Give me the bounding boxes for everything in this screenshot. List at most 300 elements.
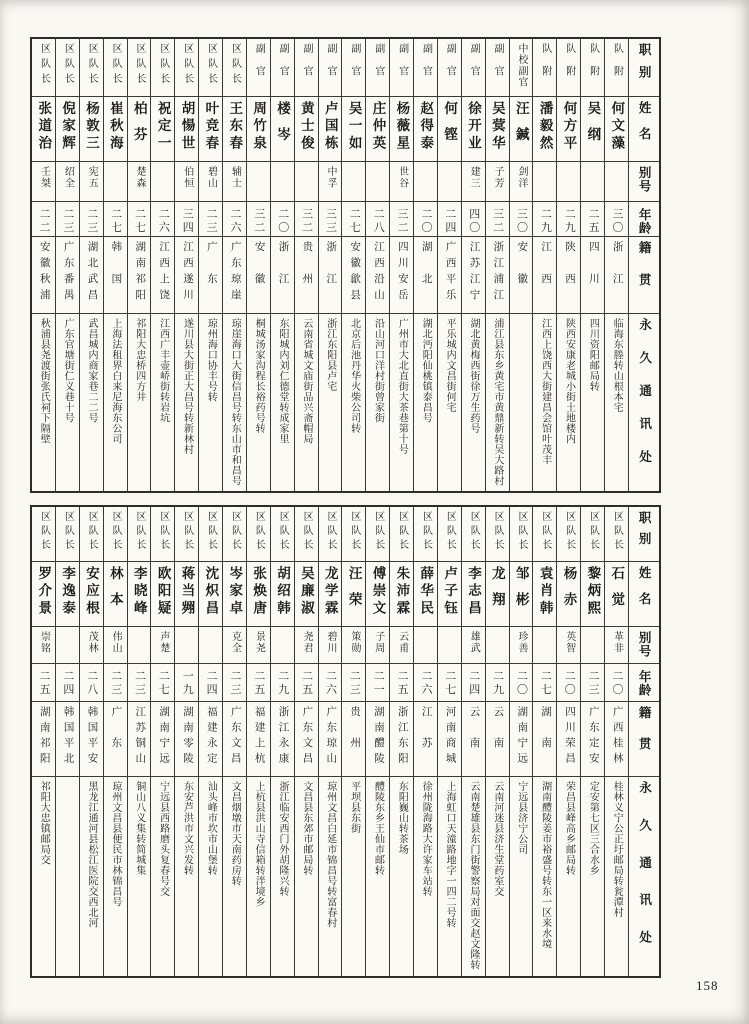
person-origin-cell [271,237,294,314]
person-name-cell [581,562,604,627]
origin-text: 四川荣昌 [563,706,575,768]
person-role-cell [271,39,294,97]
person-column [557,39,581,491]
person-alias-cell [223,627,246,664]
role-text: 区队长 [372,511,384,553]
age-text: 年龄 [637,670,652,697]
person-addr-cell [151,777,174,976]
role-text: 队附 [563,43,575,88]
person-alias-cell [605,627,628,664]
alias-text: 云甫 [396,631,408,654]
name-text: 汪鍼 [513,101,529,153]
name-text: 岑家卓 [227,566,243,618]
person-age-cell [605,664,628,702]
person-name-cell [438,562,461,627]
person-origin-cell [510,237,533,314]
person-alias-cell [533,162,556,202]
person-alias-cell [32,162,55,202]
origin-text: 贵州 [301,241,313,305]
alias-text: 茂林 [86,631,98,654]
person-alias-cell [342,162,365,202]
person-role-cell [486,507,509,562]
person-alias-cell [271,627,294,664]
person-column [271,507,295,976]
person-column [390,39,414,491]
origin-text: 湖北武昌 [86,241,98,305]
person-addr-cell [223,314,246,491]
person-column [581,39,605,491]
person-role-cell [581,39,604,97]
role-text: 区队长 [181,511,193,553]
alias-text: 伯恒 [181,166,193,189]
addr-text: 武昌城内商家巷二二号 [85,318,97,423]
person-alias-cell [342,627,365,664]
person-addr-cell [104,777,127,976]
person-origin-cell [557,702,580,777]
person-addr-cell [128,777,151,976]
role-text: 职别 [637,43,652,88]
person-role-cell [366,39,389,97]
person-age-cell [104,202,127,237]
person-age-cell [247,202,270,237]
age-text: 二七 [443,670,456,697]
person-age-cell [80,664,103,702]
person-age-cell [605,202,628,237]
age-text: 年龄 [637,208,652,235]
person-addr-cell [80,777,103,976]
person-alias-cell [414,627,437,664]
person-alias-cell [581,627,604,664]
person-alias-cell [199,627,222,664]
person-age-cell [390,202,413,237]
person-age-cell [247,664,270,702]
person-origin-cell [56,237,79,314]
person-role-cell [510,507,533,562]
person-age-cell [56,202,79,237]
person-role-cell [414,507,437,562]
age-text: 二九 [276,670,289,697]
age-text: 二四 [467,670,480,697]
person-alias-cell [319,627,342,664]
age-text: 二三 [587,670,600,697]
role-text: 区队长 [133,43,145,88]
person-addr-cell [271,777,294,976]
origin-text: 广东定安 [587,706,599,768]
person-age-cell [319,664,342,702]
name-text: 李晓峰 [131,566,147,618]
person-column [32,507,56,976]
person-origin-cell [581,702,604,777]
person-age-cell [271,202,294,237]
name-text: 柏芬 [131,101,147,153]
age-text: 二三 [228,670,241,697]
role-text: 区队长 [563,511,575,553]
role-text: 中校副官 [515,43,527,89]
role-text: 区队长 [301,511,313,553]
person-addr-cell [510,777,533,976]
person-role-cell [151,507,174,562]
addr-text: 上海虹口天潼路地字一四二号转 [444,781,456,928]
person-role-cell [342,507,365,562]
person-role-cell [533,39,556,97]
person-column [104,507,128,976]
origin-text: 浙江浦江 [492,241,504,305]
person-age-cell [510,202,533,237]
role-text: 队附 [539,43,551,88]
person-role-cell [390,507,413,562]
person-name-cell [32,562,55,627]
person-column [533,507,557,976]
person-role-cell [175,507,198,562]
person-role-cell [271,507,294,562]
addr-text: 桐城汤家沟程长裕药号转 [253,318,265,434]
person-age-cell [223,202,246,237]
person-addr-cell [223,777,246,976]
addr-text: 上杭县洪山寺信箱转泮境乡 [253,781,265,907]
origin-text: 广西平乐 [444,241,456,305]
person-age-cell [462,202,485,237]
alias-text: 克全 [229,631,241,654]
roster-table-top [30,37,661,493]
alias-text: 子芳 [492,166,504,189]
addr-text: 浦江县东乡黄宅市黄鼎新转吴大路村 [491,318,503,486]
person-name-cell [438,97,461,162]
person-alias-cell [295,162,318,202]
person-column [557,507,581,976]
person-age-cell [151,664,174,702]
origin-text: 湖南醴陵 [372,706,384,768]
person-age-cell [414,202,437,237]
age-text: 二三 [61,208,74,235]
origin-text: 广东文昌 [301,706,313,768]
person-addr-cell [438,314,461,491]
person-age-cell [557,664,580,702]
addr-text: 永久通讯处 [637,781,652,968]
person-name-cell [151,562,174,627]
person-origin-cell [486,702,509,777]
addr-text: 四川资阳邮局转 [587,318,599,392]
person-age-cell [342,664,365,702]
person-column [56,39,80,491]
person-origin-cell [223,702,246,777]
person-role-cell [605,507,628,562]
person-age-cell [295,664,318,702]
person-column [390,507,414,976]
name-text: 杨薇星 [394,101,410,153]
age-text: 三〇 [610,208,623,235]
person-origin-cell [223,237,246,314]
age-text: 三二 [300,208,313,235]
person-name-cell [462,562,485,627]
person-origin-cell [581,237,604,314]
person-addr-cell [56,314,79,491]
person-name-cell [247,562,270,627]
person-column [342,507,366,976]
alias-text: 尧君 [301,631,313,654]
alias-text: 珍善 [515,631,527,654]
person-origin-cell [557,237,580,314]
role-text: 区队长 [229,43,241,88]
person-name-cell [390,97,413,162]
person-name-cell [414,562,437,627]
name-text: 袁肖韩 [537,566,553,618]
alias-text: 中孚 [324,166,336,189]
person-addr-cell [151,314,174,491]
origin-text: 韩国 [110,241,122,305]
person-column [366,39,390,491]
addr-text: 宁远县西路磨头复春号交 [157,781,169,897]
origin-text: 湖南宁远 [158,706,170,768]
role-text: 副官 [324,43,336,88]
addr-text: 临海东塍转山根本宅 [611,318,623,413]
name-text: 欧阳疑 [155,566,171,618]
person-name-cell [342,562,365,627]
person-name-cell [581,97,604,162]
role-text: 区队长 [444,511,456,553]
row-label-name-cell [629,562,659,627]
origin-text: 浙江 [277,241,289,305]
row-label-age-cell [629,202,659,237]
origin-text: 籍贯 [637,706,652,768]
alias-text: 剑洋 [515,166,527,189]
person-alias-cell [175,162,198,202]
person-column [342,39,366,491]
person-role-cell [80,39,103,97]
person-role-cell [390,39,413,97]
person-column [223,507,247,976]
person-name-cell [366,562,389,627]
person-origin-cell [533,702,556,777]
person-age-cell [32,664,55,702]
person-column [247,39,271,491]
name-text: 李逸泰 [60,566,76,618]
row-label-origin-cell [629,237,659,314]
person-name-cell [271,562,294,627]
person-age-cell [32,202,55,237]
person-name-cell [414,97,437,162]
person-alias-cell [414,162,437,202]
row-label-name-cell [629,97,659,162]
person-alias-cell [56,162,79,202]
person-column [199,507,223,976]
person-alias-cell [199,162,222,202]
person-addr-cell [247,314,270,491]
person-role-cell [486,39,509,97]
person-age-cell [271,664,294,702]
age-text: 二六 [228,208,241,235]
person-alias-cell [80,627,103,664]
person-name-cell [80,562,103,627]
person-age-cell [175,202,198,237]
alias-text: 世谷 [396,166,408,189]
age-text: 三〇 [515,208,528,235]
person-addr-cell [271,314,294,491]
person-name-cell [295,562,318,627]
person-alias-cell [581,162,604,202]
person-name-cell [199,97,222,162]
person-age-cell [486,202,509,237]
role-text: 区队长 [110,511,122,553]
person-addr-cell [390,777,413,976]
addr-text: 湖北黄梅西街徐万生药号 [467,318,479,434]
person-age-cell [581,202,604,237]
person-role-cell [414,39,437,97]
person-alias-cell [605,162,628,202]
person-column [414,507,438,976]
role-text: 区队长 [348,511,360,553]
alias-text: 绍全 [62,166,74,189]
role-text: 职别 [637,511,652,553]
person-column [295,507,319,976]
addr-text: 浙江东阳县卢宅 [324,318,336,392]
name-text: 黎炳熙 [585,566,601,618]
age-text: 二七 [109,208,122,235]
person-role-cell [557,507,580,562]
origin-text: 浙江 [325,241,337,305]
age-text: 二五 [300,670,313,697]
role-text: 区队长 [492,511,504,553]
person-origin-cell [390,237,413,314]
person-name-cell [462,97,485,162]
person-alias-cell [128,627,151,664]
person-role-cell [581,507,604,562]
person-age-cell [533,664,556,702]
origin-text: 安徽秋浦 [38,241,50,305]
person-origin-cell [319,237,342,314]
person-addr-cell [486,777,509,976]
person-column [295,39,319,491]
person-addr-cell [533,777,556,976]
age-text: 二六 [157,208,170,235]
person-age-cell [104,664,127,702]
addr-text: 琼州文昌白延市锦昌号转富春村 [324,781,336,928]
person-role-cell [319,39,342,97]
person-column [319,39,343,491]
person-role-cell [32,507,55,562]
person-name-cell [319,97,342,162]
name-text: 姓名 [637,566,652,618]
origin-text: 安徽 [253,241,265,305]
origin-text: 江苏铜山 [134,706,146,768]
person-origin-cell [414,237,437,314]
addr-text: 文昌县东郊市邮局转 [300,781,312,876]
person-origin-cell [486,237,509,314]
person-addr-cell [605,777,628,976]
origin-text: 广东琼崖 [229,241,241,305]
role-text: 区队长 [205,43,217,88]
person-age-cell [175,664,198,702]
addr-text: 东安芦洪市文兴发转 [181,781,193,876]
person-alias-cell [510,627,533,664]
person-alias-cell [557,162,580,202]
person-role-cell [366,507,389,562]
person-origin-cell [366,702,389,777]
person-alias-cell [438,162,461,202]
age-text: 二一 [372,670,385,697]
person-origin-cell [342,702,365,777]
name-text: 黄士俊 [298,101,314,153]
person-alias-cell [533,627,556,664]
person-name-cell [151,97,174,162]
row-label-role-cell [629,39,659,97]
person-alias-cell [366,627,389,664]
person-age-cell [199,664,222,702]
person-origin-cell [247,702,270,777]
name-text: 张道治 [36,101,52,153]
row-label-addr-cell [629,777,659,976]
person-addr-cell [414,314,437,491]
person-age-cell [390,664,413,702]
origin-text: 江苏 [420,706,432,768]
person-age-cell [223,664,246,702]
person-name-cell [557,562,580,627]
person-alias-cell [438,627,461,664]
age-text: 二四 [205,670,218,697]
person-column [438,39,462,491]
person-age-cell [486,664,509,702]
person-role-cell [462,39,485,97]
person-column [414,39,438,491]
role-text: 区队长 [420,511,432,553]
origin-text: 浙江 [611,241,623,305]
age-text: 二七 [539,670,552,697]
person-origin-cell [414,702,437,777]
person-age-cell [199,202,222,237]
role-text: 区队长 [157,511,169,553]
person-role-cell [605,39,628,97]
row-label-column [629,39,659,491]
person-origin-cell [247,237,270,314]
person-name-cell [533,97,556,162]
origin-text: 安徽歙县 [349,241,361,305]
alias-text: 辅士 [229,166,241,189]
person-age-cell [56,664,79,702]
age-text: 二六 [419,670,432,697]
person-alias-cell [486,627,509,664]
age-text: 二八 [85,670,98,697]
person-origin-cell [56,702,79,777]
name-text: 崔秋海 [107,101,123,153]
person-name-cell [605,97,628,162]
person-column [80,39,104,491]
person-origin-cell [32,237,55,314]
name-text: 姓名 [637,101,652,153]
person-alias-cell [151,627,174,664]
person-origin-cell [438,237,461,314]
person-addr-cell [366,777,389,976]
person-role-cell [104,507,127,562]
role-text: 区队长 [86,43,98,88]
roster-table-bottom [30,505,661,978]
role-text: 副官 [420,43,432,88]
person-column [462,507,486,976]
person-column [175,39,199,491]
role-text: 区队长 [38,511,50,553]
age-text: 二四 [443,208,456,235]
person-name-cell [510,97,533,162]
person-addr-cell [390,314,413,491]
person-addr-cell [414,777,437,976]
role-text: 队附 [611,43,623,88]
person-name-cell [342,97,365,162]
person-name-cell [605,562,628,627]
person-alias-cell [104,627,127,664]
name-text: 李志昌 [465,566,481,618]
addr-text: 徐州陇海路大许家车站转 [420,781,432,897]
age-text: 二九 [539,208,552,235]
origin-text: 江西沿山 [372,241,384,305]
person-role-cell [128,39,151,97]
